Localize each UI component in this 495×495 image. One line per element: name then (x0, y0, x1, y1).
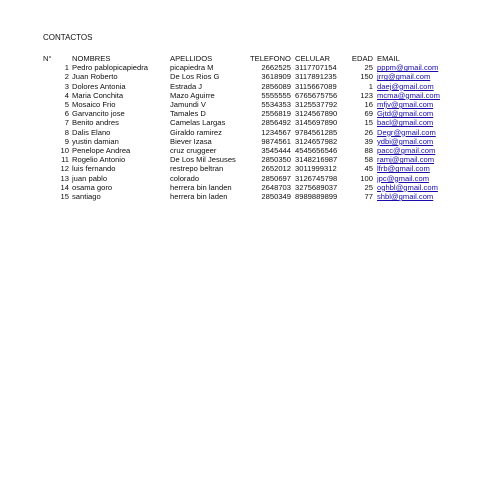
header-telefono: TELEFONO (250, 54, 291, 63)
row-email-cell (377, 192, 452, 201)
table-header-row (43, 54, 452, 63)
email-link[interactable]: Degr@gmail.com (377, 127, 436, 137)
row-celular-cell: 9784561285 (295, 127, 338, 137)
row-nombre-cell: Rogelio Antonio (72, 155, 126, 165)
header-email: EMAIL (377, 54, 400, 63)
row-celular-cell: 3115667089 (295, 81, 337, 91)
row-telefono-cell: 2856089 (261, 81, 291, 91)
row-nombre-cell: luis fernando (72, 164, 116, 174)
row-nombre-cell: Dolores Antonia (72, 81, 126, 91)
row-celular-cell: 3145697890 (295, 118, 338, 128)
email-link[interactable]: daej@gmail.com (377, 81, 434, 91)
row-celular-cell: 3117891235 (295, 72, 337, 82)
row-celular-cell: 3275689037 (295, 182, 338, 192)
row-email-cell (377, 63, 452, 72)
row-edad-cell: 1 (368, 81, 373, 91)
row-edad-cell: 15 (364, 118, 373, 128)
row-nombre-cell: yustin damian (72, 136, 119, 146)
page-title: CONTACTOS (43, 33, 93, 42)
email-link[interactable]: lfrb@gmail.com (377, 164, 430, 174)
table-row (43, 174, 452, 183)
header-nombres: NOMBRES (72, 54, 111, 63)
row-edad-cell: 77 (364, 192, 373, 202)
row-num-cell: 11 (61, 155, 69, 165)
row-telefono-cell: 2652012 (261, 164, 291, 174)
row-celular-cell: 3011999312 (295, 164, 337, 174)
table-row (43, 155, 452, 164)
row-nombre-cell: Juan Roberto (72, 72, 118, 82)
row-email-cell (377, 128, 452, 137)
row-edad-cell: 58 (364, 155, 373, 165)
header-apellidos: APELLIDOS (170, 54, 213, 63)
row-apellido-cell: Mazo Aguirre (170, 90, 215, 100)
row-apellido-cell: Jamundi V (170, 100, 206, 110)
row-telefono-cell: 2648703 (261, 182, 291, 192)
table-row (43, 82, 452, 91)
row-apellido-cell: Giraldo ramirez (170, 127, 222, 137)
row-nombre-cell: Dalis Elano (72, 127, 111, 137)
row-celular-cell: 3148216987 (295, 155, 338, 165)
row-nombre-cell: Mosaico Frio (72, 100, 116, 110)
row-celular-cell: 3126745798 (295, 173, 338, 183)
table-row (43, 146, 452, 155)
row-email-cell (377, 118, 452, 127)
row-num-cell: 12 (60, 164, 69, 174)
email-link[interactable]: bacl@gmail.com (377, 118, 434, 128)
row-edad-cell: 39 (364, 136, 373, 146)
row-nombre-cell: osama goro (72, 182, 113, 192)
row-num-cell: 1 (64, 63, 69, 73)
row-telefono-cell: 5534353 (261, 100, 291, 110)
row-edad-cell: 25 (364, 63, 373, 73)
row-telefono-cell: 2856492 (261, 118, 291, 128)
row-apellido-cell: De Los Rios G (170, 72, 220, 82)
row-apellido-cell: Tamales D (170, 109, 206, 119)
row-celular-cell: 3124567890 (295, 109, 338, 119)
email-link[interactable]: oghbl@gmail.com (377, 182, 438, 192)
row-nombre-cell: juan pablo (72, 173, 108, 183)
row-telefono-cell: 1234567 (261, 127, 291, 137)
row-nombre-cell: Pedro pablopicapiedra (72, 63, 148, 73)
table-row (43, 100, 452, 109)
row-num-cell: 13 (60, 173, 69, 183)
row-email-cell (377, 146, 452, 155)
row-telefono-cell: 2850349 (261, 192, 291, 202)
row-telefono-cell: 5555555 (261, 90, 291, 100)
row-nombre-cell: Garvancito jose (72, 109, 125, 119)
row-apellido-cell: Biever Izasa (170, 136, 212, 146)
row-apellido-cell: picapiedra M (170, 63, 214, 73)
table-row (43, 192, 452, 201)
row-apellido-cell: Camelas Largas (170, 118, 226, 128)
row-telefono-cell: 2662525 (261, 63, 291, 73)
table-row (43, 118, 452, 127)
row-email-cell (377, 72, 452, 81)
row-telefono-cell: 2850697 (261, 173, 291, 183)
table-row (43, 91, 452, 100)
row-edad-cell: 26 (364, 127, 373, 137)
row-celular-cell: 4545656546 (295, 146, 338, 156)
row-telefono-cell: 3618909 (261, 72, 291, 82)
row-edad-cell: 16 (364, 100, 373, 110)
header-edad: EDAD (351, 54, 373, 63)
row-email-cell (377, 109, 452, 118)
email-link[interactable]: shbl@gmail.com (377, 192, 434, 202)
email-link[interactable]: Gjtd@gmail.com (377, 109, 434, 119)
row-num-cell: 15 (60, 192, 69, 202)
row-email-cell (377, 91, 452, 100)
row-edad-cell: 100 (360, 173, 373, 183)
row-num-cell: 10 (60, 146, 69, 156)
email-link[interactable]: mfjv@gmail.com (377, 100, 434, 110)
row-telefono-cell: 9874561 (261, 136, 291, 146)
row-nombre-cell: Penelope Andrea (72, 146, 131, 156)
row-celular-cell: 6765675756 (295, 90, 338, 100)
row-email-cell (377, 155, 452, 164)
row-celular-cell: 3117707154 (295, 63, 337, 73)
row-num-cell: 14 (60, 182, 69, 192)
email-link[interactable]: pppm@gmail.com (377, 63, 439, 73)
email-link[interactable]: jrrg@gmail.com (377, 72, 431, 82)
email-link[interactable]: ydbi@gmail.com (377, 136, 434, 146)
row-num-cell: 3 (64, 81, 69, 91)
email-link[interactable]: ramj@gmail.com (377, 155, 435, 165)
table-row (43, 183, 452, 192)
row-apellido-cell: restrepo beltran (170, 164, 224, 174)
row-telefono-cell: 2556819 (261, 109, 291, 119)
table-body (43, 63, 452, 201)
row-email-cell (377, 164, 452, 173)
row-email-cell (377, 100, 452, 109)
row-num-cell: 2 (64, 72, 69, 82)
table-row (43, 109, 452, 118)
row-num-cell: 9 (64, 136, 69, 146)
row-celular-cell: 8989889899 (295, 192, 338, 202)
row-edad-cell: 69 (364, 109, 373, 119)
row-celular-cell: 3124657982 (295, 136, 338, 146)
row-num-cell: 5 (64, 100, 69, 110)
row-apellido-cell: colorado (170, 173, 200, 183)
email-link[interactable]: pacc@gmail.com (377, 146, 436, 156)
table-row (43, 137, 452, 146)
row-edad-cell: 45 (364, 164, 373, 174)
row-num-cell: 7 (64, 118, 69, 128)
row-nombre-cell: santiago (72, 192, 101, 202)
row-telefono-cell: 3545444 (261, 146, 291, 156)
row-edad-cell: 150 (360, 72, 373, 82)
row-edad-cell: 88 (364, 146, 373, 156)
row-apellido-cell: herrera bin landen (170, 182, 232, 192)
row-apellido-cell: cruz cruggeer (170, 146, 217, 156)
table-row (43, 72, 452, 81)
row-email-cell (377, 174, 452, 183)
row-edad-cell: 25 (364, 182, 373, 192)
row-celular-cell: 3125537792 (295, 100, 338, 110)
row-nombre-cell: Maria Conchita (72, 90, 124, 100)
contacts-table (43, 54, 452, 201)
table-row (43, 128, 452, 137)
row-email-cell (377, 137, 452, 146)
row-apellido-cell: De Los Mil Jesuses (170, 155, 236, 165)
row-num-cell: 4 (64, 90, 69, 100)
row-email-cell (377, 183, 452, 192)
row-apellido-cell: Estrada J (170, 81, 203, 91)
table-row (43, 63, 452, 72)
header-celular: CELULAR (295, 54, 331, 63)
row-num-cell: 6 (64, 109, 69, 119)
table-row (43, 164, 452, 173)
row-apellido-cell: herrera bin laden (170, 192, 228, 202)
row-nombre-cell: Benito andres (72, 118, 119, 128)
email-link[interactable]: jpc@gmail.com (377, 173, 430, 183)
email-link[interactable]: mcma@gmail.com (377, 90, 440, 100)
row-telefono-cell: 2850350 (261, 155, 291, 165)
row-edad-cell: 123 (360, 90, 373, 100)
row-email-cell (377, 82, 452, 91)
header-num: N° (43, 54, 52, 63)
row-num-cell: 8 (64, 127, 69, 137)
